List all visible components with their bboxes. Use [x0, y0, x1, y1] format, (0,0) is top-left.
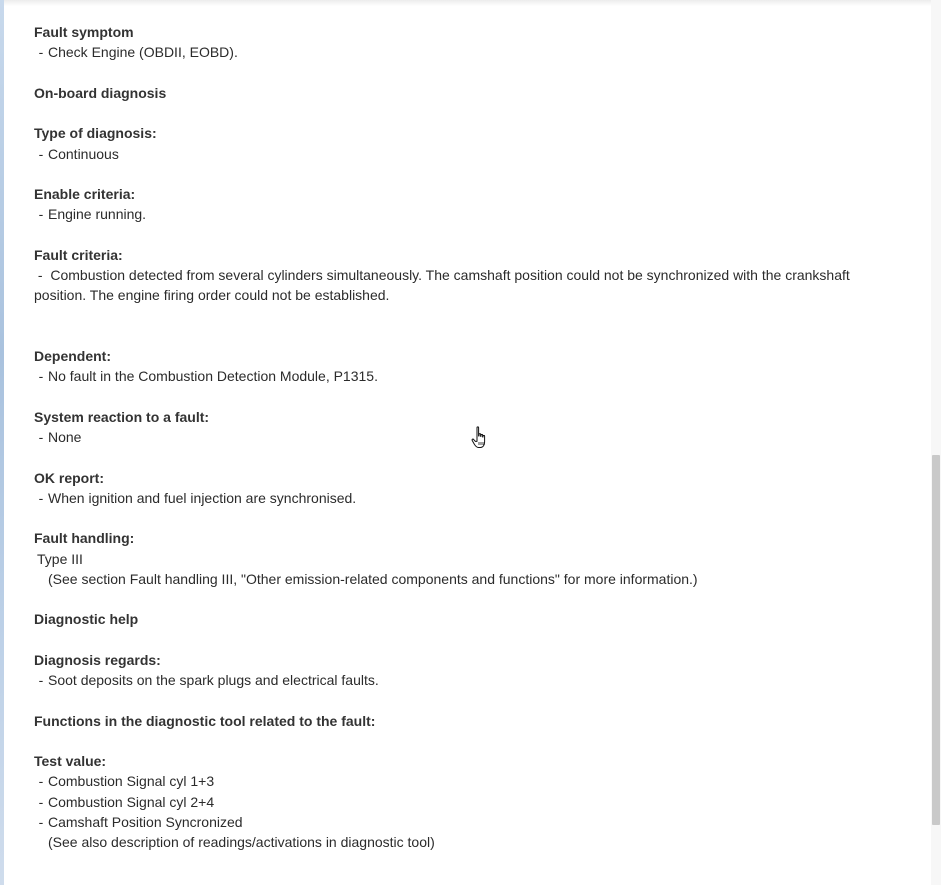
bullet-dash: -	[38, 368, 44, 385]
section-heading: OK report:	[34, 469, 104, 486]
section-heading: Enable criteria:	[34, 186, 136, 202]
fault-handling-note: (See section Fault handling III, "Other emission-related components and functions" for more information.)	[48, 570, 698, 587]
fault-handling-type: Type III	[37, 550, 83, 567]
top-shadow	[4, 0, 931, 6]
section-heading: On-board diagnosis	[34, 84, 167, 101]
section-heading: System reaction to a fault:	[34, 408, 210, 425]
section-heading: Dependent:	[34, 348, 111, 364]
list-item: - Continuous	[34, 144, 894, 164]
section-dependent	[34, 346, 894, 387]
list-item: - Combustion Signal cyl 2+4	[34, 792, 894, 812]
section-system-reaction	[34, 407, 894, 448]
section-functions-in-tool	[34, 711, 894, 731]
section-heading: Diagnosis regards:	[34, 651, 161, 668]
list-item: - None	[34, 427, 894, 447]
section-heading: Fault handling:	[34, 530, 135, 547]
bullet-dash: -	[38, 813, 44, 830]
section-ok-report	[34, 468, 894, 509]
list-item: - Engine running.	[34, 204, 894, 224]
hand-pointer-icon	[471, 426, 489, 450]
section-heading: Type of diagnosis:	[34, 125, 157, 142]
section-on-board-diagnosis	[34, 83, 894, 103]
section-enable-criteria	[34, 184, 894, 225]
bullet-dash: -	[38, 145, 44, 162]
list-item: - Soot deposits on the spark plugs and electrical faults.	[34, 670, 894, 690]
bullet-dash: -	[38, 672, 44, 688]
left-accent-bar	[0, 0, 4, 885]
bullet-dash: -	[38, 793, 44, 810]
bullet-dash: -	[38, 44, 44, 61]
section-fault-criteria	[34, 245, 894, 306]
bullet-dash: -	[38, 429, 44, 445]
diagnostic-document	[34, 22, 894, 873]
vertical-scrollbar[interactable]	[931, 0, 941, 885]
list-item: - Camshaft Position Syncronized	[34, 812, 894, 832]
section-type-of-diagnosis	[34, 123, 894, 164]
section-fault-symptom	[34, 22, 894, 63]
section-heading: Fault criteria:	[34, 246, 123, 263]
section-fault-handling	[34, 528, 894, 589]
list-item: - No fault in the Combustion Detection Module, P1315.	[34, 366, 894, 386]
bullet-dash: -	[38, 206, 44, 223]
list-item: - Combustion Signal cyl 1+3	[34, 771, 894, 791]
section-heading: Functions in the diagnostic tool related to the fault:	[34, 712, 376, 729]
bullet-dash: -	[38, 773, 44, 790]
scrollbar-thumb[interactable]	[932, 455, 940, 825]
list-item: - When ignition and fuel injection are synchronised.	[34, 488, 894, 508]
list-item: - Check Engine (OBDII, EOBD).	[34, 42, 894, 62]
test-value-note: (See also description of readings/activations in diagnostic tool)	[48, 834, 435, 850]
section-heading: Test value:	[34, 753, 107, 769]
section-heading: Fault symptom	[34, 24, 134, 40]
section-heading: Diagnostic help	[34, 611, 139, 628]
section-diagnostic-help	[34, 609, 894, 629]
list-item: - Combustion detected from several cylinders simultaneously. The camshaft position could not be synchronized with the crankshaft position. The engine firing order could not be established.	[34, 267, 854, 304]
section-diagnosis-regards	[34, 650, 894, 691]
bullet-dash: -	[38, 489, 44, 506]
section-test-value	[34, 751, 894, 852]
